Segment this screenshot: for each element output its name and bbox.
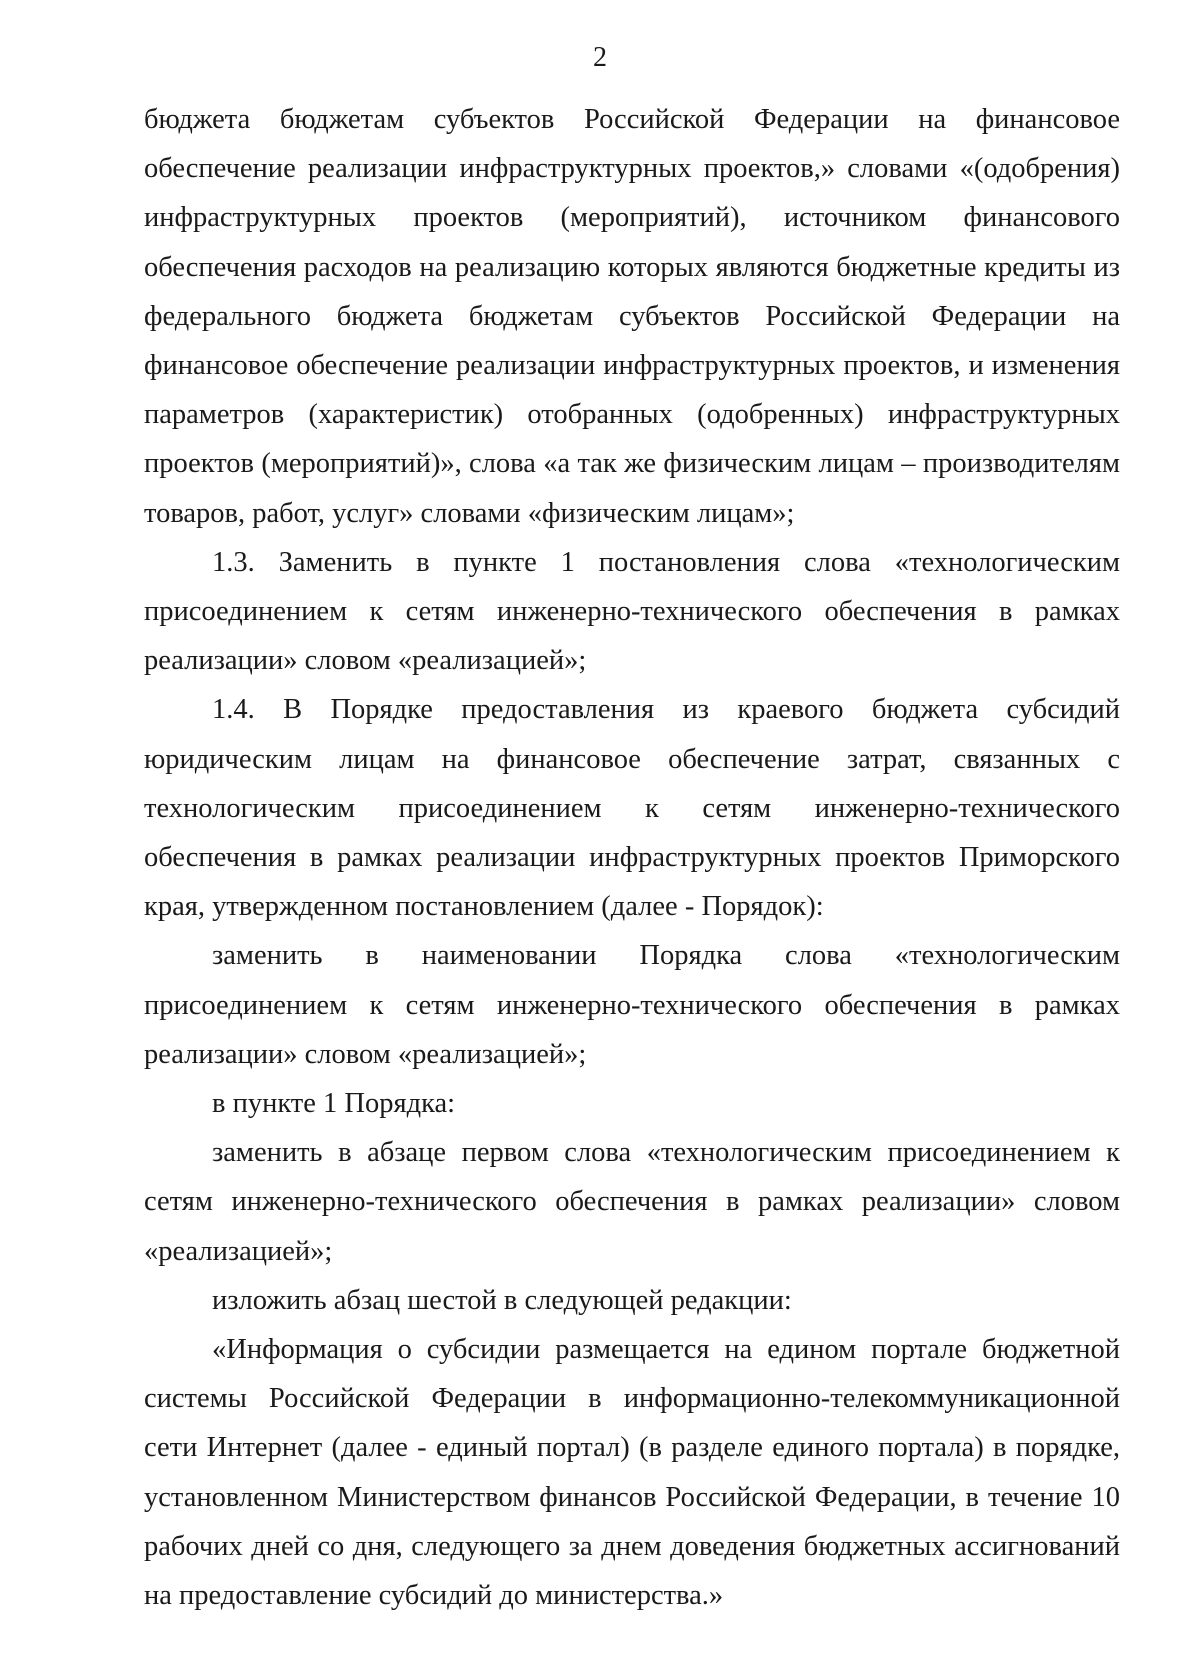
paragraph-item-1-3: 1.3. Заменить в пункте 1 постановления слова «технологическим присоединением к сетям инженерно-технического обеспечения в рамках реализации» словом «реализацией»; [144, 546, 1120, 677]
paragraph-replace-title: заменить в наименовании Порядка слова «технологическим присоединением к сетям инженерно-технического обеспечения в рамках реализации» словом «реализацией»; [144, 940, 1120, 1070]
paragraph-quoted-new-text: «Информация о субсидии размещается на едином портале бюджетной системы Российской Федерации в информационно-телекоммуникационной сети Интернет (далее - единый портал) (в разделе единого портала) в порядке, установленном Министерством финансов Российской Федерации, в течение 10 рабочих дней со дня, следующего за днем доведения бюджетных ассигнований на предоставление субсидий до министерства.» [144, 1334, 1120, 1612]
document-body [144, 95, 1120, 1620]
paragraph-item-1-4: 1.4. В Порядке предоставления из краевого бюджета субсидий юридическим лицам на финансовое обеспечение затрат, связанных с технологическим присоединением к сетям инженерно-технического обеспечения в рамках реализации инфраструктурных проектов Приморского края, утвержденном постановлением (далее - Порядок): [144, 694, 1120, 923]
paragraph-replace-first-abzac: заменить в абзаце первом слова «технологическим присоединением к сетям инженерно-технического обеспечения в рамках реализации» словом «реализацией»; [144, 1137, 1120, 1267]
paragraph-continuation: бюджета бюджетам субъектов Российской Федерации на финансовое обеспечение реализации инфраструктурных проектов,» словами «(одобрения) инфраструктурных проектов (мероприятий), источником финансового обеспечения расходов на реализацию которых являются бюджетные кредиты из федерального бюджета бюджетам субъектов Российской Федерации на финансовое обеспечение реализации инфраструктурных проектов, и изменения параметров (характеристик) отобранных (одобренных) инфраструктурных проектов (мероприятий)», слова «а так же физическим лицам – производителям товаров, работ, услуг» словами «физическим лицам»; [144, 104, 1120, 529]
paragraph-point-1: в пункте 1 Порядка: [212, 1088, 456, 1120]
paragraph-sixth-abzac-intro: изложить абзац шестой в следующей редакции: [212, 1284, 792, 1316]
page-number: 2 [593, 42, 607, 73]
